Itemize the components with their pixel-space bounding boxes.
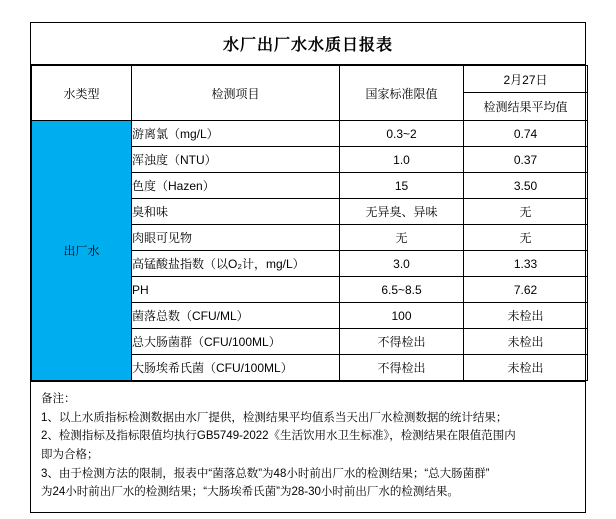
item-standard: 15 [340,173,464,199]
header-standard-limit: 国家标准限值 [340,66,464,121]
item-result: 未检出 [464,303,588,329]
item-name: 大肠埃希氏菌（CFU/100ML） [132,355,340,381]
item-name: 色度（Hazen） [132,173,340,199]
notes-line-5: 为24小时前出厂水的检测结果；“大肠埃希氏菌”为28-30小时前出厂水的检测结果。 [41,486,459,499]
notes-line-2: 2、检测指标及指标限值均执行GB5749-2022《生活饮用水卫生标准》，检测结果在限值范围内 [41,430,516,443]
item-result: 未检出 [464,355,588,381]
item-result: 3.50 [464,173,588,199]
water-quality-table [31,65,588,381]
item-name: 高锰酸盐指数（以O₂计，mg/L） [132,251,340,277]
item-result: 未检出 [464,329,588,355]
header-date: 2月27日 [464,66,588,93]
item-standard: 0.3~2 [340,121,464,147]
notes-line-3: 即为合格； [41,448,99,461]
item-standard: 100 [340,303,464,329]
item-name: 肉眼可见物 [132,225,340,251]
item-name: 浑浊度（NTU） [132,147,340,173]
item-standard: 无异臭、异味 [340,199,464,225]
report-frame [30,22,586,513]
notes-line-1: 1、以上水质指标检测数据由水厂提供，检测结果平均值系当天出厂水检测数据的统计结果； [41,411,508,424]
item-standard: 6.5~8.5 [340,277,464,303]
header-item: 检测项目 [132,66,340,121]
item-standard: 不得检出 [340,355,464,381]
item-result: 7.62 [464,277,588,303]
item-name: 菌落总数（CFU/ML） [132,303,340,329]
notes-section [31,381,585,512]
item-standard: 无 [340,225,464,251]
item-standard: 1.0 [340,147,464,173]
water-type-cell: 出厂水 [32,121,132,381]
item-result: 无 [464,199,588,225]
notes-line-4: 3、由于检测方法的限制，报表中“菌落总数”为48小时前出厂水的检测结果；“总大肠菌群” [41,467,490,480]
item-name: 游离氯（mg/L） [132,121,340,147]
notes-label: 备注： [41,393,76,405]
item-name: 总大肠菌群（CFU/100ML） [132,329,340,355]
item-standard: 不得检出 [340,329,464,355]
item-result: 无 [464,225,588,251]
table-body [32,121,588,381]
item-result: 1.33 [464,251,588,277]
table-head [32,66,588,121]
table-row [32,121,588,147]
item-name: PH [132,277,340,303]
item-name: 臭和味 [132,199,340,225]
table-header-row [32,66,588,93]
item-result: 0.37 [464,147,588,173]
header-result-average: 检测结果平均值 [464,93,588,121]
report-title-row [31,23,585,65]
page-title: 水厂出厂水水质日报表 [222,37,393,54]
item-result: 0.74 [464,121,588,147]
header-water-type: 水类型 [32,66,132,121]
item-standard: 3.0 [340,251,464,277]
